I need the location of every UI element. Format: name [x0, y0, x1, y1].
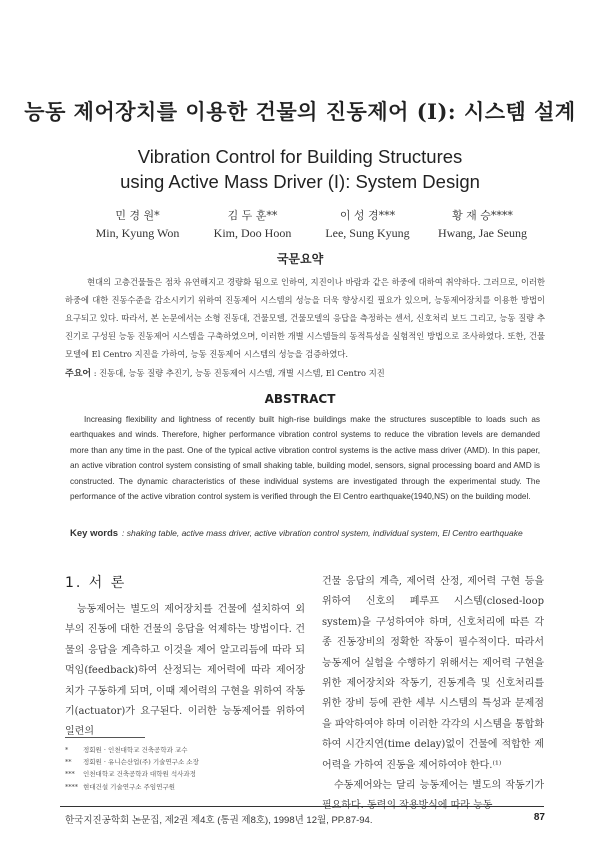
footnote-mark: *	[65, 746, 69, 754]
keywords-english	[70, 528, 540, 539]
body-paragraph: 건물 응답의 계측, 제어력 산정, 제어력 구현 등을 위하여 신호의 폐루프 시스템(closed-loop system)을 구성하여야 하며, 신호처리에 따른 각종 진동장비의 정확한 작동이 필수적이다. 따라서 능동제어 실험을 수행하기 위해서는 제어력 구현을 위한 제어장치와 작동기, 진동계측 및 신호처리를 위한 장비 등에 관한 세부 시스템의 특성과 문제점을 파악하여야 하며 이러한 각각의 시스템을 통합화하여 시간지연(time delay)없이 건물에 적합한 제어력을 가하여 진동을 제어하여야 한다.⁽¹⁾	[322, 576, 544, 771]
section-1-title: 1. 서 론	[65, 575, 127, 591]
author-name-en: Lee, Sung Kyung	[325, 226, 410, 240]
author-3	[310, 207, 425, 241]
abstract-ko-heading: 국문요약	[276, 252, 324, 266]
footnote	[65, 756, 305, 768]
author-2	[195, 207, 310, 241]
footnotes	[65, 744, 305, 793]
keywords-en-text: : shaking table, active mass driver, active vibration control system, individual system, El Centro earthquake	[122, 528, 523, 538]
footnote	[65, 744, 305, 756]
keywords-ko-label: 주요어	[65, 369, 92, 379]
footnote-divider	[65, 737, 145, 738]
body-column-right	[322, 572, 544, 817]
keywords-ko-text: : 진동대, 능동 질량 추진기, 능동 진동제어 시스템, 개별 시스템, El Centro 지진	[93, 368, 385, 378]
author-name-ko: 이 성 경***	[339, 209, 396, 222]
author-name-ko: 황 재 승****	[452, 209, 513, 222]
abstract-english: Increasing flexibility and lightness of recently built high-rise buildings make the structures susceptible to loads such as earthquakes and winds. Therefore, higher performance vibration control systems to reduce the vibration levels are demanded more than any time in the past. One of the typical active vibration control systems is the active mass driver (AMD). In this paper, an active vibration control system consisting of small shaking table, building model, sensors, signal processing board and AMD is constructed. The dynamic characteristics of these individual systems are investigated through the experimental study. The performance of the active vibration control system is verified through the El Centro earthquake(1940,NS) on the building model.	[70, 415, 540, 502]
footnote-text: 현대건설 기술연구소 주임연구원	[83, 782, 176, 791]
footer-divider	[60, 806, 544, 807]
keywords-korean	[65, 366, 545, 379]
body-paragraph: 수동제어와는 달리 능동제어는 별도의 작동기가 필요하다. 동력의 작용방식에 따라 능동	[322, 780, 544, 812]
author-list	[80, 207, 540, 241]
title-english-line-2: using Active Mass Driver (I): System Design	[120, 171, 480, 192]
footnote-mark: ***	[65, 770, 75, 779]
footnote	[65, 781, 305, 793]
author-name-ko: 민 경 원*	[115, 209, 160, 222]
keywords-en-label: Key words	[70, 528, 119, 539]
author-name-en: Kim, Doo Hoon	[213, 226, 292, 240]
footnote-text: 정회원 · 유니슨산업(주) 기술연구소 소장	[83, 758, 199, 767]
footnote-text: 정회원 · 인천대학교 건축공학과 교수	[83, 746, 188, 754]
footnote	[65, 768, 305, 780]
author-1	[80, 207, 195, 241]
footnote-mark: **	[65, 758, 72, 767]
title-english-line-1: Vibration Control for Building Structures	[137, 146, 463, 167]
body-column-left: 능동제어는 별도의 제어장치를 건물에 설치하여 외부의 진동에 대한 건물의 응답을 억제하는 방법이다. 건물의 응답을 계측하고 이것을 제어 알고리듬에 따라 되먹임(feedback)하여 산정되는 제어력에 따라 제어장치가 구동하게 되며, 이때 제어력의 구현을 위하여 작동기(actuator)가 요구된다. 이러한 능동제어를 위하여 일련의	[65, 604, 305, 738]
author-name-en: Hwang, Jae Seung	[438, 226, 527, 240]
abstract-korean: 현대의 고층건물들은 점차 유연해지고 경량화 됨으로 인하여, 지진이나 바람과 같은 하중에 대하여 취약하다. 그러므로, 이러한 하중에 대한 진동수준을 감소시키기 위하여 진동제어 시스템의 성능을 더욱 향상시킬 필요가 있으며, 능동제어장치를 이용한 방법이 요구되고 있다. 따라서, 본 논문에서는 소형 진동대, 건물모델, 건물모델의 응답을 측정하는 센서, 신호처리 보드 그리고, 능동 질량 추진기로 구성된 능동 진동제어 시스템을 구축하였으며, 이러한 개별 시스템들의 동적특성을 실험적인 방법으로 조사하였다. 또한, 건물모델에 El Centro 지진을 가하여, 능동 진동제어 시스템의 성능을 검증하였다.	[65, 277, 545, 359]
page-number: 87	[533, 812, 545, 823]
journal-citation: 한국지진공학회 논문집, 제2권 제4호 (통권 제8호), 1998년 12월, PP.87-94.	[65, 815, 373, 826]
author-4	[425, 207, 540, 241]
title-korean: 능동 제어장치를 이용한 건물의 진동제어 (I): 시스템 설계	[24, 99, 576, 124]
title-english	[0, 144, 600, 194]
footnote-mark: ****	[65, 782, 78, 791]
abstract-en-heading: ABSTRACT	[264, 392, 336, 406]
author-name-ko: 김 두 훈**	[227, 209, 278, 222]
author-name-en: Min, Kyung Won	[95, 226, 180, 240]
footnote-text: 인천대학교 건축공학과 대학원 석사과정	[83, 770, 196, 779]
